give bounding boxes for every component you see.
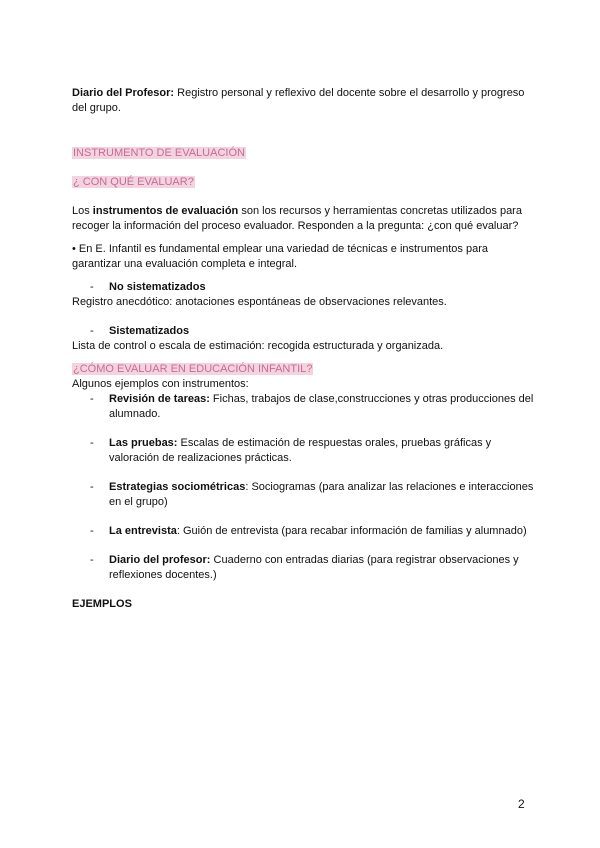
heading-que-text: ¿ CON QUÉ EVALUAR? bbox=[73, 176, 194, 188]
list-item bbox=[72, 436, 537, 466]
instrumentos-post: son los recursos y herramientas concretas utilizados para recoger la información del proceso evaluador. Responden a la pregunta: ¿con qué evaluar? bbox=[72, 205, 522, 232]
list-item-text: : Sociogramas (para analizar las relaciones e interacciones en el grupo) bbox=[109, 481, 534, 508]
sistematizados-desc: Lista de control o escala de estimación: recogida estructurada y organizada. bbox=[72, 340, 444, 352]
list-item bbox=[72, 392, 537, 422]
list-item-text: Cuaderno con entradas diarias (para registrar observaciones y reflexiones docentes.) bbox=[109, 554, 519, 581]
instrumentos-pre: Los bbox=[72, 205, 93, 217]
sistematizados-label: Sistematizados bbox=[109, 325, 190, 337]
document-page bbox=[72, 86, 537, 612]
list-dash: - bbox=[90, 481, 94, 493]
list-item-text: : Guión de entrevista (para recabar información de familias y alumnado) bbox=[176, 525, 527, 537]
list-dash: - bbox=[90, 281, 94, 293]
no-sistematizados-label: No sistematizados bbox=[109, 281, 206, 293]
list-dash: - bbox=[90, 393, 94, 405]
list-dash: - bbox=[90, 325, 94, 337]
list-item-text: Fichas, trabajos de clase,construcciones y otras producciones del alumnado. bbox=[109, 393, 534, 420]
ejemplos-intro: Algunos ejemplos con instrumentos: bbox=[72, 378, 249, 390]
intro-paragraph bbox=[72, 86, 537, 116]
no-sistematizados-item bbox=[72, 280, 537, 295]
list-dash: - bbox=[90, 437, 94, 449]
intro-term: Diario del Profesor: bbox=[72, 87, 175, 99]
instrumentos-paragraph bbox=[72, 204, 537, 234]
list-dash: - bbox=[90, 525, 94, 537]
heading-ejemplos-text: EJEMPLOS bbox=[72, 598, 132, 610]
heading-como-text: ¿CÓMO EVALUAR EN EDUCACIÓN INFANTIL? bbox=[73, 363, 313, 375]
heading-que-evaluar bbox=[72, 175, 537, 190]
instrumentos-bold: instrumentos de evaluación bbox=[92, 205, 239, 217]
heading-instrumento-text: INSTRUMENTO DE EVALUACIÓN bbox=[73, 147, 245, 159]
list-item bbox=[72, 524, 537, 539]
list-item-term: Las pruebas: bbox=[109, 437, 178, 449]
heading-ejemplos bbox=[72, 597, 537, 612]
list-item bbox=[72, 480, 537, 510]
page-number: 2 bbox=[518, 797, 525, 811]
list-item-term: La entrevista bbox=[109, 525, 177, 537]
list-item bbox=[72, 553, 537, 583]
no-sistematizados-desc: Registro anecdótico: anotaciones espontáneas de observaciones relevantes. bbox=[72, 296, 447, 308]
list-item-term: Diario del profesor: bbox=[109, 554, 211, 566]
heading-instrumento bbox=[72, 146, 537, 161]
list-item-text: Escalas de estimación de respuestas orales, pruebas gráficas y valoración de realizaciones prácticas. bbox=[109, 437, 492, 464]
list-item-term: Estrategias sociométricas bbox=[109, 481, 246, 493]
list-item-term: Revisión de tareas: bbox=[109, 393, 210, 405]
heading-como-evaluar bbox=[72, 362, 537, 377]
intro-text: Registro personal y reflexivo del docente sobre el desarrollo y progreso del grupo. bbox=[72, 87, 525, 114]
infantil-paragraph: • En E. Infantil es fundamental emplear una variedad de técnicas e instrumentos para garantizar una evaluación completa e integral. bbox=[72, 243, 488, 270]
sistematizados-item bbox=[72, 324, 537, 339]
list-dash: - bbox=[90, 554, 94, 566]
